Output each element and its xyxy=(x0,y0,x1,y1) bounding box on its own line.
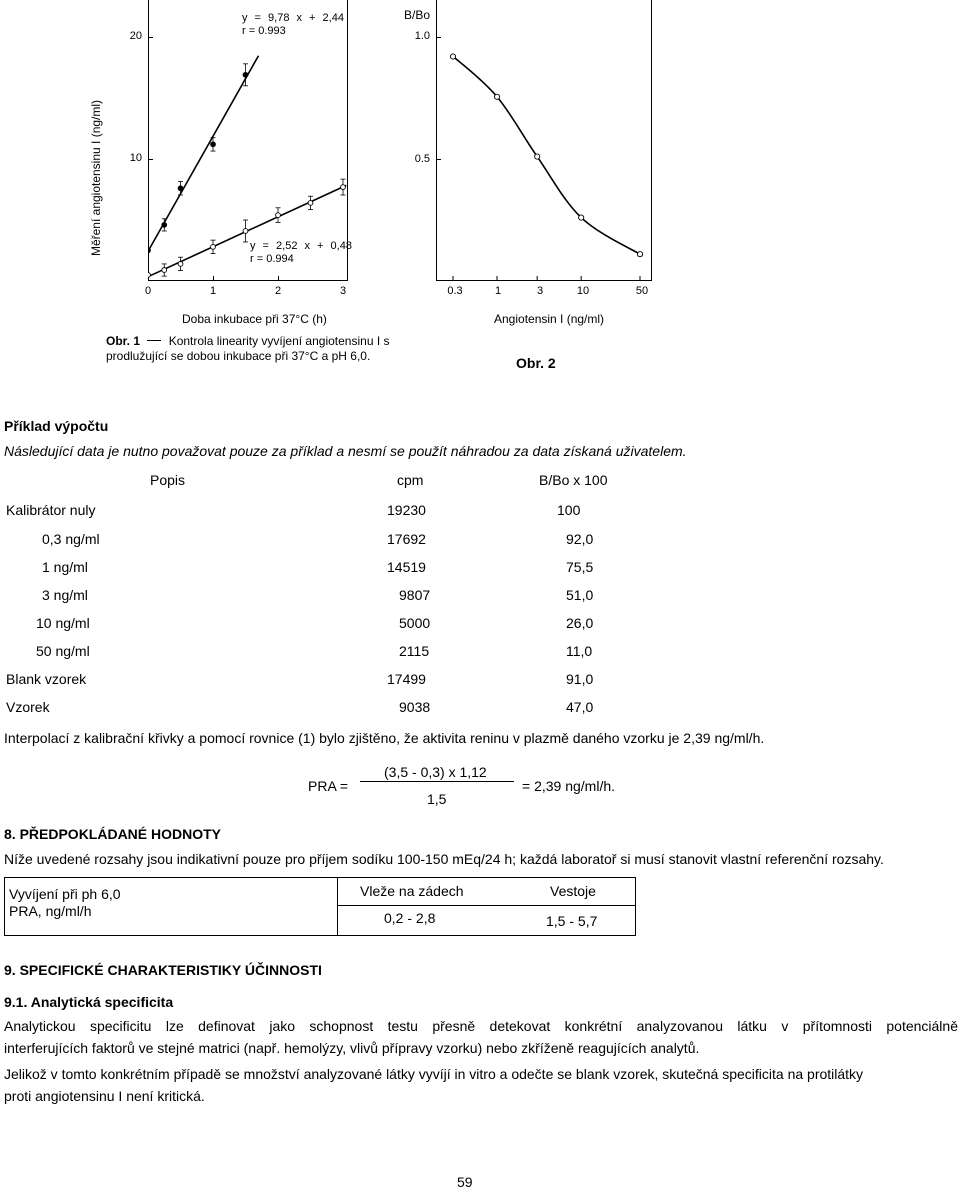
row-ratio: 11,0 xyxy=(566,643,593,659)
formula-result: = 2,39 ng/ml/h. xyxy=(522,778,616,794)
fig2-x-tick-3: 3 xyxy=(536,285,544,297)
row-cpm: 14519 xyxy=(387,559,426,575)
row-ratio: 91,0 xyxy=(566,671,594,687)
expected-col-supine: Vleže na zádech xyxy=(360,883,464,899)
section91-p2-line2: proti angiotensinu I není kritická. xyxy=(4,1088,205,1104)
row-cpm: 17499 xyxy=(387,671,426,687)
calibration-point xyxy=(494,94,499,99)
example-note: Následující data je nutno považovat pouze za příklad a nesmí se použít náhradou za data získaná uživatelem. xyxy=(4,443,687,459)
row-label: Kalibrátor nuly xyxy=(6,502,96,518)
example-table-header-description: Popis xyxy=(150,472,186,488)
fig1-x-tick-3: 3 xyxy=(339,285,347,297)
row-cpm: 9038 xyxy=(399,699,431,715)
fig2-y-axis-label: B/Bo xyxy=(404,8,431,22)
fig1-x-tick-1: 1 xyxy=(209,285,217,297)
row-ratio: 100 xyxy=(557,502,581,518)
fig1-caption xyxy=(106,334,406,364)
table-border-left xyxy=(4,877,5,936)
section91-p1-line1: Analytickou specificitu lze definovat jako schopnost testu přesně detekovat konkrétní analyzovanou látku v přítomnosti potenciálně xyxy=(4,1018,958,1034)
data-point-open xyxy=(341,185,346,190)
data-point-open xyxy=(162,268,167,273)
row-ratio: 47,0 xyxy=(566,699,594,715)
expected-row-label-2: PRA, ng/ml/h xyxy=(9,903,92,919)
table-border-right xyxy=(635,877,636,936)
row-cpm: 17692 xyxy=(387,531,426,547)
data-point-filled xyxy=(243,72,248,77)
formula-denominator: 1,5 xyxy=(427,791,447,807)
row-cpm: 9807 xyxy=(399,587,431,603)
row-ratio: 75,5 xyxy=(566,559,594,575)
fig1-eq-lower-line2: r = 0.994 xyxy=(250,253,294,265)
fig1-caption-label: Obr. 1 xyxy=(106,334,141,348)
data-point-open xyxy=(243,229,248,234)
formula-lhs: PRA = xyxy=(308,778,349,794)
expected-col-upright: Vestoje xyxy=(550,883,596,899)
fig2-x-tick-50: 50 xyxy=(635,285,649,297)
fig1-eq-upper-line2: r = 0.993 xyxy=(242,25,286,37)
row-label: 10 ng/ml xyxy=(36,615,90,631)
fig2-plot xyxy=(436,0,654,282)
section91-p2-line1: Jelikož v tomto konkrétním případě se množství analyzované látky vyvíjí in vitro a odečte se blank vzorek, skutečná specificita na protilátky xyxy=(4,1066,864,1082)
fig1-eq-lower xyxy=(250,240,352,266)
calibration-point xyxy=(535,154,540,159)
data-point-open xyxy=(148,273,150,278)
interpolation-text: Interpolací z kalibrační křivky a pomocí rovnice (1) bylo zjištěno, že aktivita reninu v plazmě daného vzorku je 2,39 ng/ml/h. xyxy=(4,730,765,746)
page-number: 59 xyxy=(457,1174,473,1190)
fig2-x-tick-03: 0.3 xyxy=(447,285,463,297)
expected-row-label-1: Vyvíjení při ph 6,0 xyxy=(9,886,121,902)
expected-val-supine: 0,2 - 2,8 xyxy=(384,910,436,926)
section8-heading: 8. PŘEDPOKLÁDANÉ HODNOTY xyxy=(4,826,222,842)
fig1-y-axis-label: Měření angiotensinu I (ng/ml) xyxy=(89,99,103,257)
fig2-x-tick-10: 10 xyxy=(576,285,590,297)
table-divider-horizontal xyxy=(337,905,635,906)
example-heading: Příklad výpočtu xyxy=(4,418,109,434)
fig2-x-tick-1: 1 xyxy=(494,285,502,297)
row-ratio: 51,0 xyxy=(566,587,594,603)
fig1-x-tick-0: 0 xyxy=(144,285,152,297)
table-border-bottom xyxy=(4,935,636,936)
row-label: Blank vzorek xyxy=(6,671,87,687)
calibration-curve xyxy=(453,57,640,255)
formula-fraction-bar xyxy=(360,781,514,782)
data-point-filled xyxy=(148,248,150,253)
calibration-point xyxy=(450,54,455,59)
row-ratio: 92,0 xyxy=(566,531,594,547)
fig2-y-tick-05: 0.5 xyxy=(414,153,430,165)
example-table-header-cpm: cpm xyxy=(397,472,424,488)
table-divider-vertical xyxy=(337,877,338,936)
expected-val-upright: 1,5 - 5,7 xyxy=(546,913,598,929)
section8-text: Níže uvedené rozsahy jsou indikativní pouze pro příjem sodíku 100-150 mEq/24 h; každá laboratoř si musí stanovit vlastní referenční rozsahy. xyxy=(4,851,884,867)
calibration-point xyxy=(637,252,642,257)
fig1-eq-lower-line1: y = 2,52 x + 0,48 xyxy=(250,240,352,252)
fig1-x-axis-label: Doba inkubace při 37°C (h) xyxy=(182,312,327,326)
data-point-open xyxy=(308,201,313,206)
fig2-caption-label: Obr. 2 xyxy=(516,355,556,371)
row-cpm: 2115 xyxy=(399,643,430,659)
row-label: 0,3 ng/ml xyxy=(42,531,100,547)
row-ratio: 26,0 xyxy=(566,615,594,631)
calibration-point xyxy=(579,215,584,220)
example-table-header-ratio: B/Bo x 100 xyxy=(539,472,608,488)
data-point-open xyxy=(211,244,216,249)
fig1-eq-upper-line1: y = 9,78 x + 2,44 xyxy=(242,12,344,24)
data-point-filled xyxy=(178,186,183,191)
section91-p1-line2: interferujících faktorů ve stejné matrici (např. hemolýzy, vlivů přípravy vzorku) nebo zkříženě reagujících analytů. xyxy=(4,1040,700,1056)
fig2-y-tick-1: 1.0 xyxy=(414,30,430,42)
row-cpm: 19230 xyxy=(387,502,426,518)
fig1-caption-dash xyxy=(147,340,161,341)
data-point-open xyxy=(276,213,281,218)
fig1-y-tick-20: 20 xyxy=(129,30,142,42)
fig1-caption-text: Kontrola linearity vyvíjení angiotensinu I s prodlužující se dobou inkubace při 37°C a pH 6,0. xyxy=(106,334,390,363)
fig1-y-tick-10: 10 xyxy=(129,152,142,164)
section9-heading: 9. SPECIFICKÉ CHARAKTERISTIKY ÚČINNOSTI xyxy=(4,962,322,978)
data-point-filled xyxy=(162,222,167,227)
table-border-top xyxy=(4,877,636,878)
row-label: 3 ng/ml xyxy=(42,587,88,603)
row-cpm: 5000 xyxy=(399,615,431,631)
data-point-filled xyxy=(211,142,216,147)
row-label: 1 ng/ml xyxy=(42,559,88,575)
section91-heading: 9.1. Analytická specificita xyxy=(4,994,174,1010)
fig2-x-axis-label: Angiotensin I (ng/ml) xyxy=(494,312,605,326)
row-label: Vzorek xyxy=(6,699,50,715)
fig1-x-tick-2: 2 xyxy=(274,285,282,297)
formula-numerator: (3,5 - 0,3) x 1,12 xyxy=(384,764,487,780)
row-label: 50 ng/ml xyxy=(36,643,90,659)
data-point-open xyxy=(178,262,183,267)
fig1-eq-upper xyxy=(242,12,344,38)
